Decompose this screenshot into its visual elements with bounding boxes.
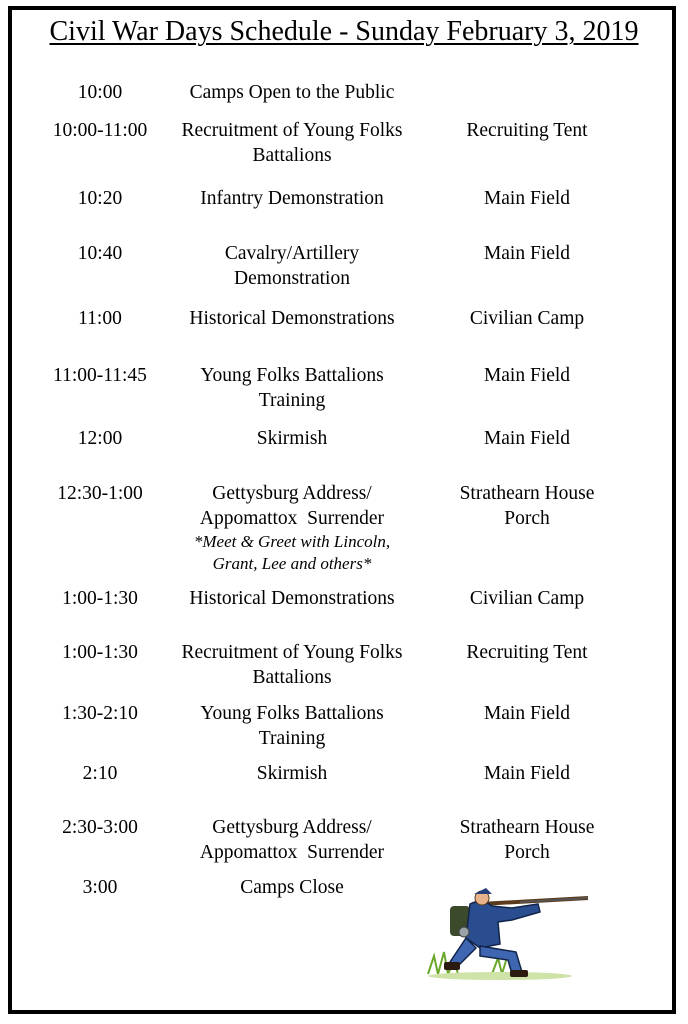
schedule-time: 1:30-2:10	[62, 703, 138, 724]
schedule-event	[162, 363, 422, 413]
schedule-event	[162, 186, 422, 211]
kneeling-soldier-with-rifle-icon	[420, 882, 590, 982]
event-line: Demonstration	[234, 268, 350, 289]
schedule-location	[432, 481, 622, 531]
schedule-event	[162, 118, 422, 168]
schedule-event	[162, 481, 422, 575]
schedule-location	[432, 118, 622, 143]
schedule-location	[432, 701, 622, 726]
schedule-event	[162, 306, 422, 331]
location-line: Recruiting Tent	[466, 120, 588, 141]
event-line: Young Folks Battalions	[200, 703, 384, 724]
schedule-event	[162, 80, 422, 105]
schedule-location	[432, 640, 622, 665]
schedule-time: 10:20	[77, 188, 123, 209]
schedule-time: 11:00	[78, 308, 122, 329]
schedule-time: 11:00-11:45	[53, 365, 147, 386]
schedule-event	[162, 241, 422, 291]
schedule-location	[432, 306, 622, 331]
event-line: Young Folks Battalions	[200, 365, 384, 386]
schedule-event	[162, 815, 422, 865]
schedule-event	[162, 426, 422, 451]
schedule-time: 10:00-11:00	[52, 120, 148, 141]
event-line: Camps Close	[240, 877, 344, 898]
page-title: Civil War Days Schedule - Sunday February 3, 2019	[49, 16, 639, 47]
schedule-location	[432, 426, 622, 451]
schedule-time: 3:00	[82, 877, 118, 898]
location-line: Recruiting Tent	[466, 642, 588, 663]
schedule-location	[432, 241, 622, 266]
location-line: Main Field	[483, 763, 571, 784]
event-line: Battalions	[252, 667, 332, 688]
location-line: Main Field	[483, 188, 571, 209]
event-line: Cavalry/Artillery	[224, 243, 360, 264]
event-line: Gettysburg Address/	[212, 483, 372, 504]
event-line: Skirmish	[256, 428, 328, 449]
schedule-time: 2:30-3:00	[62, 817, 138, 838]
schedule-time: 10:00	[77, 82, 123, 103]
location-line: Porch	[504, 842, 550, 863]
schedule-event	[162, 586, 422, 611]
schedule-event	[162, 875, 422, 900]
event-line: Historical Demonstrations	[189, 308, 395, 329]
event-line: Infantry Demonstration	[200, 188, 384, 209]
event-note: Grant, Lee and others*	[212, 554, 372, 573]
location-line: Civilian Camp	[469, 308, 585, 329]
schedule-time: 1:00-1:30	[62, 588, 138, 609]
event-line: Skirmish	[256, 763, 328, 784]
event-note: *Meet & Greet with Lincoln,	[193, 532, 391, 551]
location-line: Porch	[504, 508, 550, 529]
event-line: Appomattox Surrender	[199, 508, 385, 529]
event-line: Gettysburg Address/	[212, 817, 372, 838]
schedule-event	[162, 761, 422, 786]
schedule-time: 12:00	[77, 428, 123, 449]
event-line: Battalions	[252, 145, 332, 166]
schedule-time: 12:30-1:00	[57, 483, 143, 504]
event-line: Historical Demonstrations	[189, 588, 395, 609]
schedule-location	[432, 761, 622, 786]
location-line: Main Field	[483, 365, 571, 386]
event-line: Recruitment of Young Folks	[181, 120, 403, 141]
schedule-event	[162, 640, 422, 690]
schedule-time: 10:40	[77, 243, 123, 264]
location-line: Strathearn House	[459, 817, 595, 838]
schedule-location	[432, 815, 622, 865]
event-line: Training	[258, 728, 326, 749]
event-line: Recruitment of Young Folks	[181, 642, 403, 663]
location-line: Main Field	[483, 703, 571, 724]
schedule-time: 2:10	[82, 763, 118, 784]
location-line: Civilian Camp	[469, 588, 585, 609]
event-line: Appomattox Surrender	[199, 842, 385, 863]
location-line: Main Field	[483, 243, 571, 264]
event-line: Camps Open to the Public	[189, 82, 395, 103]
location-line: Main Field	[483, 428, 571, 449]
schedule-event	[162, 701, 422, 751]
event-line: Training	[258, 390, 326, 411]
schedule-location	[432, 363, 622, 388]
schedule-time: 1:00-1:30	[62, 642, 138, 663]
schedule-location	[432, 186, 622, 211]
schedule-location	[432, 586, 622, 611]
location-line: Strathearn House	[459, 483, 595, 504]
